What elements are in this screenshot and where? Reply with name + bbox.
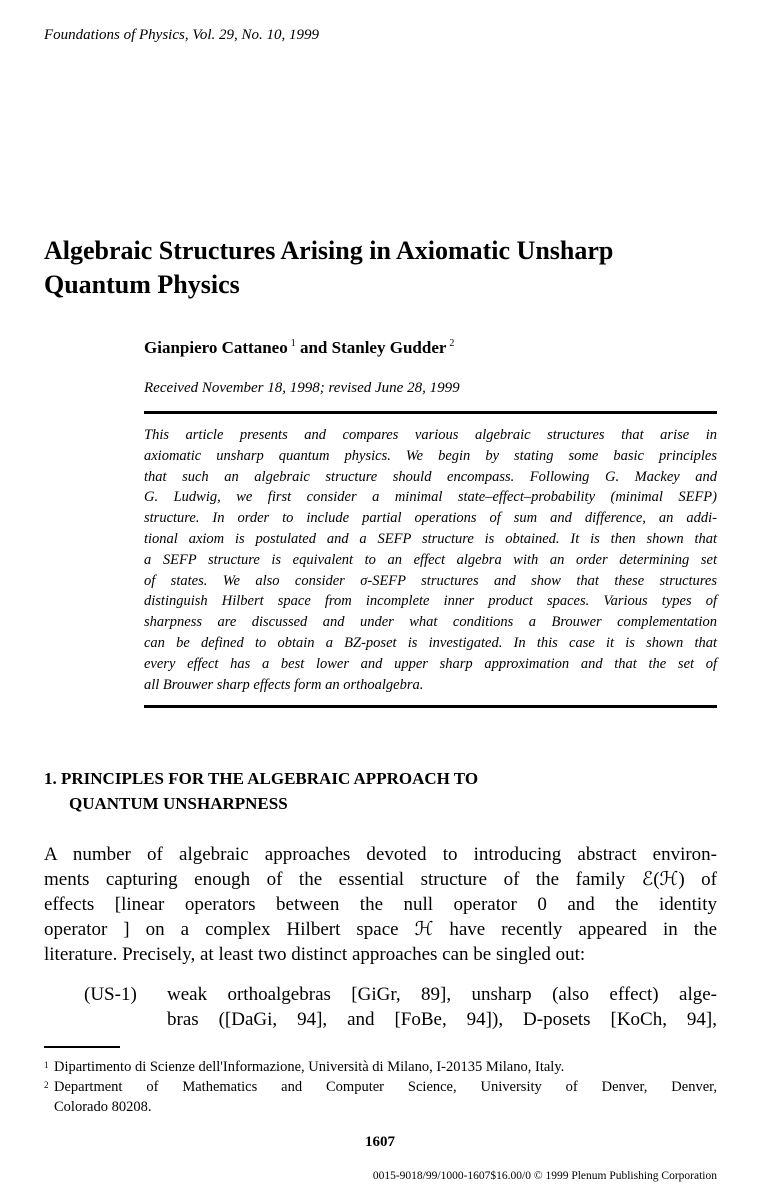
paragraph-line: literature. Precisely, at least two distinct approaches can be singled out: <box>44 944 586 965</box>
footnote-2-mark: 2 <box>44 1080 49 1090</box>
footnote-1 <box>44 1057 717 1077</box>
footnote-2 <box>44 1077 717 1117</box>
journal-citation: Foundations of Physics, Vol. 29, No. 10, 1999 <box>44 27 319 43</box>
paragraph-line: effects [linear operators between the null operator 0 and the identity <box>44 894 717 915</box>
page-number: 1607 <box>365 1134 395 1150</box>
section-heading <box>44 766 478 816</box>
section-heading-line-2: QUANTUM UNSHARPNESS <box>69 794 288 813</box>
abstract-line: all Brouwer sharp effects form an orthoalgebra. <box>144 676 424 693</box>
list-item-content <box>167 982 717 1032</box>
abstract-line: can be defined to obtain a BZ-poset is investigated. In this case it is shown that <box>144 634 717 651</box>
author-1: Gianpiero Cattaneo <box>144 338 288 357</box>
author-2-footnote-mark: 2 <box>449 338 455 349</box>
footnote-1-mark: 1 <box>44 1060 49 1070</box>
footnote-1-text: Dipartimento di Scienze dell'Informazione, Università di Milano, I-20135 Milano, Italy. <box>54 1059 565 1075</box>
received-dates: Received November 18, 1998; revised June 28, 1999 <box>144 380 460 396</box>
section-paragraph <box>44 842 717 967</box>
abstract-line: of states. We also consider σ-SEFP structures and show that these structures <box>144 572 717 589</box>
author-conjunction: and <box>299 338 328 357</box>
abstract-line: a SEFP structure is equivalent to an effect algebra with an order determining set <box>144 551 717 568</box>
paragraph-line: operator ] on a complex Hilbert space ℋ have recently appeared in the <box>44 919 717 940</box>
abstract <box>144 425 717 695</box>
abstract-line: axiomatic unsharp quantum physics. We begin by stating some basic principles <box>144 447 717 464</box>
footnote-2-line-2: Colorado 80208. <box>54 1099 152 1115</box>
abstract-line: sharpness are discussed and under what conditions a Brouwer complementation <box>144 614 717 631</box>
paragraph-line: A number of algebraic approaches devoted to introducing abstract environ- <box>44 844 717 865</box>
footnotes <box>44 1057 717 1117</box>
title-line-1: Algebraic Structures Arising in Axiomatic Unsharp <box>44 236 614 265</box>
abstract-line: every effect has a best lower and upper sharp approximation and that the set of <box>144 655 717 672</box>
author-1-footnote-mark: 1 <box>290 338 296 349</box>
abstract-line: structure. In order to include partial operations of sum and difference, an addi- <box>144 510 717 527</box>
abstract-line: that such an algebraic structure should encompass. Following G. Mackey and <box>144 468 717 485</box>
paragraph-line: ments capturing enough of the essential structure of the family ℰ(ℋ) of <box>44 869 717 890</box>
section-heading-line-1: 1. PRINCIPLES FOR THE ALGEBRAIC APPROACH TO <box>44 769 479 788</box>
author-2: Stanley Gudder <box>331 338 447 357</box>
abstract-line: distinguish Hilbert space from incomplete inner product spaces. Various types of <box>144 593 717 610</box>
list-item-line: weak orthoalgebras [GiGr, 89], unsharp (also effect) alge- <box>167 984 717 1005</box>
title-line-2: Quantum Physics <box>44 270 240 299</box>
list-item-line: bras ([DaGi, 94], and [FoBe, 94]), D-posets [KoCh, 94], <box>167 1009 717 1030</box>
copyright-line: 0015-9018/99/1000-1607$16.00/0 © 1999 Plenum Publishing Corporation <box>372 1170 717 1182</box>
author-line <box>144 338 454 358</box>
abstract-line: tional axiom is postulated and a SEFP structure is obtained. It is then shown that <box>144 530 717 547</box>
abstract-bottom-rule <box>144 705 717 708</box>
abstract-top-rule <box>144 411 717 414</box>
footnote-2-line-1: Department of Mathematics and Computer Science, University of Denver, Denver, <box>54 1079 717 1095</box>
list-item-label: (US-1) <box>84 984 137 1005</box>
footnote-rule <box>44 1046 120 1048</box>
abstract-line: This article presents and compares various algebraic structures that arise in <box>144 427 717 443</box>
abstract-line: G. Ludwig, we first consider a minimal state–effect–probability (minimal SEFP) <box>144 489 717 506</box>
article-title <box>44 234 724 302</box>
